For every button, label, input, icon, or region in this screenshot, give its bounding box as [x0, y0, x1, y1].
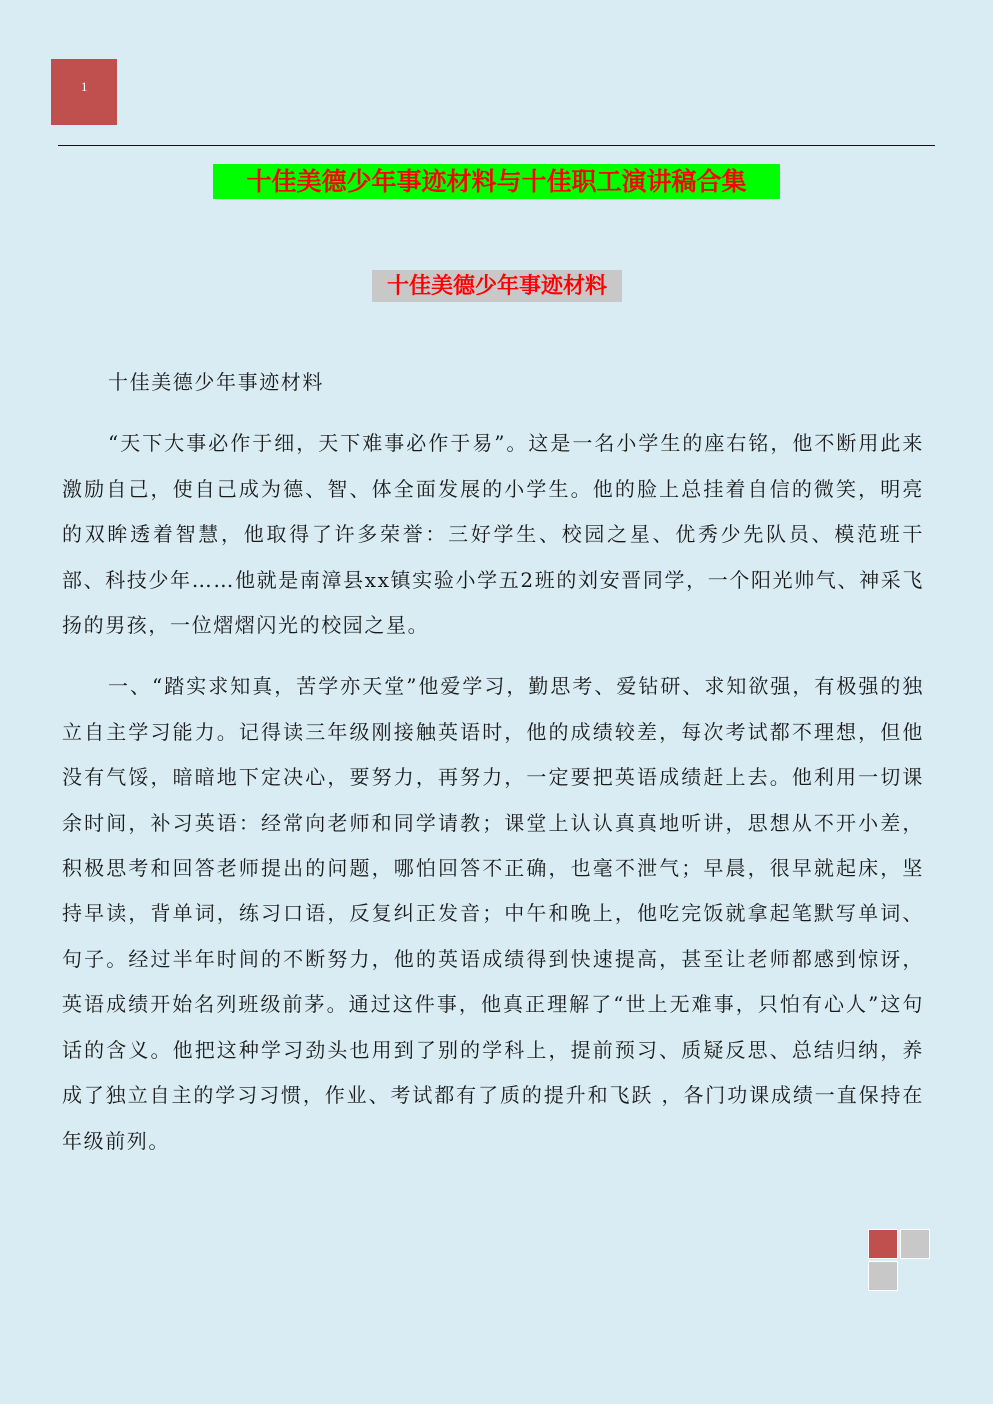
header-divider [58, 145, 935, 146]
body-paragraph: “天下大事必作于细，天下难事必作于易”。这是一名小学生的座右铭，他不断用此来激励自己，使自己成为德、智、体全面发展的小学生。他的脸上总挂着自信的微笑，明亮的双眸透着智慧，他取得了许多荣誉：三好学生、校园之星、优秀少先队员、模范班干部、科技少年……他就是南漳县xx镇实验小学五2班的刘安晋同学，一个阳光帅气、神采飞扬的男孩，一位熠熠闪光的校园之星。 [62, 431, 924, 638]
body-paragraph: 一、“踏实求知真，苦学亦天堂”他爱学习，勤思考、爱钻研、求知欲强，有极强的独立自主学习能力。记得读三年级刚接触英语时，他的成绩较差，每次考试都不理想，但他没有气馁，暗暗地下定决心，要努力，再努力，一定要把英语成绩赶上去。他利用一切课余时间，补习英语：经常向老师和同学请教；课堂上认认真真地听讲，思想从不开小差，积极思考和回答老师提出的问题，哪怕回答不正确，也毫不泄气；早晨，很早就起床，坚持早读，背单词，练习口语，反复纠正发音；中午和晚上，他吃完饭就拿起笔默写单词、句子。经过半年时间的不断努力，他的英语成绩得到快速提高，甚至让老师都感到惊讶，英语成绩开始名列班级前茅。通过这件事，他真正理解了“世上无难事，只怕有心人”这句话的含义。他把这种学习劲头也用到了别的学科上，提前预习、质疑反思、总结归纳，养成了独立自主的学习习惯，作业、考试都有了质的提升和飞跃 ，各门功课成绩一直保持在年级前列。 [62, 674, 924, 1153]
page-number: 1 [81, 79, 88, 94]
document-body [62, 360, 924, 1164]
corner-decoration-gray [868, 1261, 898, 1291]
page-number-badge [51, 59, 117, 125]
document-main-title: 十佳美德少年事迹材料与十佳职工演讲稿合集 [213, 164, 780, 199]
corner-decoration-gray [900, 1229, 930, 1259]
section-title: 十佳美德少年事迹材料 [372, 270, 622, 302]
body-paragraph-heading: 十佳美德少年事迹材料 [108, 370, 324, 394]
corner-decoration-red [868, 1229, 898, 1259]
